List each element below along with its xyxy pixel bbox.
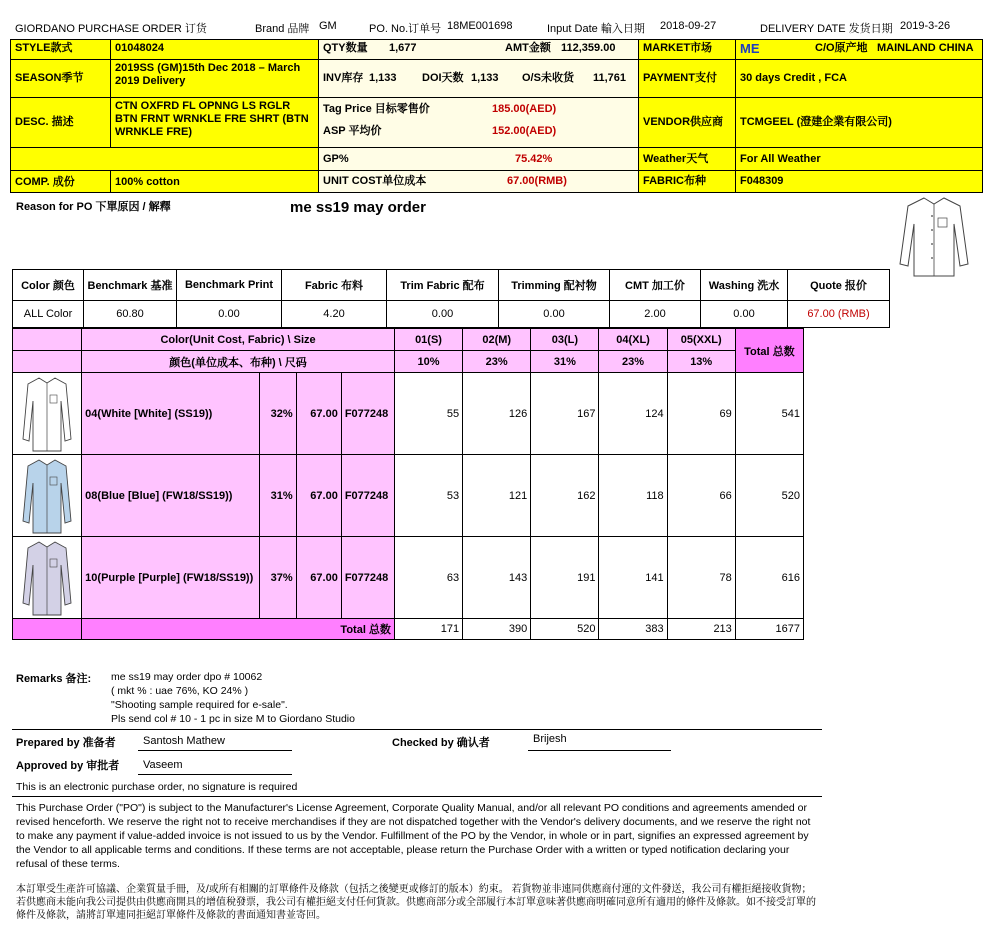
delivery-date-value: 2019-3-26 — [900, 20, 951, 32]
season-value: 2019SS (GM)15th Dec 2018 – March 2019 Delivery — [111, 60, 319, 98]
shirt-purple-icon — [22, 539, 72, 617]
total-s: 171 — [394, 619, 462, 640]
bench-header-benchmark-print: Benchmark Print — [177, 270, 282, 301]
brand-value: GM — [319, 20, 337, 32]
total-xl: 383 — [599, 619, 667, 640]
corner-cell — [13, 329, 82, 351]
qty-cell: 118 — [599, 455, 667, 537]
remark-line: Pls send col # 10 - 1 pc in size M to Giordano Studio — [111, 713, 355, 725]
doi-label: DOI天数 — [422, 72, 464, 84]
bench-value-benchmark: 60.80 — [84, 301, 177, 328]
qty-cell: 191 — [531, 537, 599, 619]
table-row — [13, 455, 804, 537]
color-unit-cost: 67.00 — [296, 373, 341, 455]
origin-label: C/O原产地 — [815, 42, 868, 54]
size-header-main: Color(Unit Cost, Fabric) \ Size — [82, 329, 395, 351]
market-value: ME — [740, 41, 760, 56]
remark-line: ( mkt % : uae 76%, KO 24% ) — [111, 685, 249, 697]
bench-value-benchmark-print: 0.00 — [177, 301, 282, 328]
po-info-grid — [10, 39, 983, 193]
bench-value-fabric: 4.20 — [282, 301, 387, 328]
price-cell — [319, 98, 639, 148]
unit-cost-value: 67.00(RMB) — [507, 175, 567, 187]
terms-english: This Purchase Order ("PO") is subject to the Manufacturer's License Agreement, Corporate Quality Manual, and/or all relevant PO conditions and agreements amended or revised henceforth. We reserve the right not to receive merchandises if they are not dispatched together with the Vendor's delivery documents, and we reserve the right not to make any payment if value-added invoice is not issued to us by the Vendor. Fulfillment of the PO by the Vendor, in whole or in part, signifies an expressed agreement by the Vendor to all applicable terms and conditions. If these terms are not acceptable, please return the Purchase Order with a written or typed notification declaring your refusal of these terms. — [16, 802, 811, 870]
reason-text: me ss19 may order — [290, 199, 426, 216]
market-origin-cell — [736, 40, 983, 60]
delivery-date-label: DELIVERY DATE 发货日期 — [760, 23, 893, 35]
remark-line: me ss19 may order dpo # 10062 — [111, 671, 263, 683]
shirt-thumb-cell — [13, 537, 82, 619]
remarks-block — [111, 670, 355, 726]
total-m: 390 — [463, 619, 531, 640]
size-pct-xxl: 13% — [667, 351, 735, 373]
fabric-label: FABRIC布种 — [639, 171, 736, 193]
size-header-row — [13, 329, 804, 351]
total-xxl: 213 — [667, 619, 735, 640]
checked-label: Checked by 确认者 — [392, 737, 490, 749]
weather-value: For All Weather — [736, 148, 983, 171]
total-header: Total 总数 — [735, 329, 803, 373]
benchmark-header-row — [13, 270, 890, 301]
size-label-l: 03(L) — [531, 329, 599, 351]
electronic-note: This is an electronic purchase order, no signature is required — [16, 781, 298, 793]
bench-header-trim-fabric: Trim Fabric 配布 — [387, 270, 499, 301]
inv-value: 1,133 — [369, 72, 397, 84]
bench-header-quote: Quote 报价 — [788, 270, 890, 301]
input-date-label: Input Date 輸入日期 — [547, 23, 645, 35]
gp-value: 75.42% — [515, 153, 553, 165]
payment-label: PAYMENT支付 — [639, 60, 736, 98]
style-label: STYLE款式 — [11, 40, 111, 60]
bench-header-cmt: CMT 加工价 — [610, 270, 701, 301]
os-value: 11,761 — [593, 72, 627, 84]
comp-value: 100% cotton — [111, 171, 319, 193]
market-label: MARKET市场 — [639, 40, 736, 60]
qty-cell: 55 — [394, 373, 462, 455]
size-pct-s: 10% — [394, 351, 462, 373]
row-total: 616 — [735, 537, 803, 619]
po-title: GIORDANO PURCHASE ORDER 订货 — [15, 23, 207, 35]
color-name: 10(Purple [Purple] (FW18/SS19)) — [82, 537, 259, 619]
color-pct: 32% — [259, 373, 296, 455]
total-l: 520 — [531, 619, 599, 640]
size-label-m: 02(M) — [463, 329, 531, 351]
prepared-value: Santosh Mathew — [143, 735, 225, 747]
approved-value: Vaseem — [143, 759, 183, 771]
qty-cell: 69 — [667, 373, 735, 455]
inventory-cell — [319, 60, 639, 98]
divider — [12, 796, 822, 797]
asp-label: ASP 平均价 — [323, 125, 382, 137]
terms-chinese: 本訂單受生產許可協議、企業質量手冊，及/或所有相關的訂單條件及條款（包括之後變更或修訂的版本）約束。 若貨物並非連同供應商付運的文件發送，我公司有權拒絕接收貨物；若供應商未能向我公司提供由供應商開具的增值稅發票，我公司有權拒絕支付任何貨款。供應商部分或全部履行本訂單意味著供應商明確同意所有適用的條件及條款。如不接受訂單的條件及條款，請將訂單連同拒絕訂單條件及條款的書面通知書並寄回。 — [16, 884, 816, 921]
qty-cell: 126 — [463, 373, 531, 455]
bench-header-trimming: Trimming 配衬物 — [499, 270, 610, 301]
grand-total: 1677 — [735, 619, 803, 640]
desc-value: CTN OXFRD FL OPNNG LS RGLR BTN FRNT WRNKLE FRE SHRT (BTN WRNKLE FRE) — [111, 98, 319, 148]
color-name: 08(Blue [Blue] (FW18/SS19)) — [82, 455, 259, 537]
corner-cell-2 — [13, 351, 82, 373]
qty-label: QTY数量 — [323, 42, 368, 54]
prepared-label: Prepared by 准备者 — [16, 737, 116, 749]
color-name: 04(White [White] (SS19)) — [82, 373, 259, 455]
po-number-value: 18ME001698 — [447, 20, 513, 32]
asp-value: 152.00(AED) — [492, 125, 557, 137]
size-label-xl: 04(XL) — [599, 329, 667, 351]
approved-underline — [138, 774, 292, 775]
qty-cell: 53 — [394, 455, 462, 537]
bench-value-color: ALL Color — [13, 301, 84, 328]
input-date-value: 2018-09-27 — [660, 20, 717, 32]
size-label-s: 01(S) — [394, 329, 462, 351]
shirt-white-icon — [22, 375, 72, 453]
qty-cell: 124 — [599, 373, 667, 455]
weather-label: Weather天气 — [639, 148, 736, 171]
size-header-zh: 颜色(单位成本、布种) \ 尺码 — [82, 351, 395, 373]
season-label: SEASON季节 — [11, 60, 111, 98]
bench-header-washing: Washing 洗水 — [701, 270, 788, 301]
bench-value-washing: 0.00 — [701, 301, 788, 328]
color-fabric: F077248 — [341, 455, 394, 537]
size-pct-l: 31% — [531, 351, 599, 373]
gp-label: GP% — [323, 153, 349, 165]
bench-value-trimming: 0.00 — [499, 301, 610, 328]
qty-cell: 121 — [463, 455, 531, 537]
vendor-label: VENDOR供应商 — [639, 98, 736, 148]
shirt-blue-icon — [22, 457, 72, 535]
desc-label: DESC. 描述 — [11, 98, 111, 148]
size-pct-xl: 23% — [599, 351, 667, 373]
table-row — [13, 373, 804, 455]
size-label-xxl: 05(XXL) — [667, 329, 735, 351]
os-label: O/S未收货 — [522, 72, 574, 84]
qty-amt-cell — [319, 40, 639, 60]
tag-price-value: 185.00(AED) — [492, 103, 557, 115]
qty-cell: 63 — [394, 537, 462, 619]
approved-label: Approved by 审批者 — [16, 760, 120, 772]
shirt-thumb-cell — [13, 373, 82, 455]
origin-value: MAINLAND CHINA — [877, 42, 974, 54]
inv-label: INV库存 — [323, 72, 364, 84]
qty-cell: 143 — [463, 537, 531, 619]
shirt-thumb-cell — [13, 455, 82, 537]
bench-value-cmt: 2.00 — [610, 301, 701, 328]
color-fabric: F077248 — [341, 537, 394, 619]
benchmark-table — [12, 269, 890, 328]
bench-header-color: Color 颜色 — [13, 270, 84, 301]
color-pct: 37% — [259, 537, 296, 619]
qty-value: 1,677 — [389, 42, 417, 54]
color-fabric: F077248 — [341, 373, 394, 455]
gp-cell — [319, 148, 639, 171]
row-total: 541 — [735, 373, 803, 455]
style-value: 01048024 — [111, 40, 319, 60]
remarks-label: Remarks 备注: — [16, 673, 92, 685]
divider — [12, 729, 822, 730]
checked-value: Brijesh — [533, 733, 567, 745]
bench-header-fabric: Fabric 布料 — [282, 270, 387, 301]
totals-corner — [13, 619, 82, 640]
payment-value: 30 days Credit , FCA — [736, 60, 983, 98]
row-total: 520 — [735, 455, 803, 537]
qty-cell: 78 — [667, 537, 735, 619]
qty-cell: 167 — [531, 373, 599, 455]
tag-price-label: Tag Price 目标零售价 — [323, 103, 430, 115]
bench-header-benchmark: Benchmark 基准 — [84, 270, 177, 301]
size-pct-row — [13, 351, 804, 373]
po-number-label: PO. No.订单号 — [369, 23, 442, 35]
color-pct: 31% — [259, 455, 296, 537]
color-unit-cost: 67.00 — [296, 537, 341, 619]
totals-row — [13, 619, 804, 640]
bench-value-trim-fabric: 0.00 — [387, 301, 499, 328]
amt-label: AMT金额 — [505, 42, 551, 54]
qty-cell: 141 — [599, 537, 667, 619]
checked-underline — [528, 750, 671, 751]
benchmark-values-row — [13, 301, 890, 328]
unit-cost-label: UNIT COST单位成本 — [323, 175, 427, 187]
vendor-value: TCMGEEL (澄建企業有限公司) — [736, 98, 983, 148]
unit-cost-cell — [319, 171, 639, 193]
brand-label: Brand 品牌 — [255, 23, 310, 35]
totals-label: Total 总数 — [82, 619, 395, 640]
qty-cell: 66 — [667, 455, 735, 537]
table-row — [13, 537, 804, 619]
qty-cell: 162 — [531, 455, 599, 537]
prepared-underline — [138, 750, 292, 751]
color-unit-cost: 67.00 — [296, 455, 341, 537]
size-pct-m: 23% — [463, 351, 531, 373]
fabric-value: F048309 — [736, 171, 983, 193]
comp-label: COMP. 成份 — [11, 171, 111, 193]
reason-label: Reason for PO 下單原因 / 解釋 — [16, 201, 171, 213]
remark-line: "Shooting sample required for e-sale". — [111, 699, 288, 711]
blank-cell — [11, 148, 319, 171]
size-quantity-table — [12, 328, 804, 640]
amt-value: 112,359.00 — [561, 42, 616, 54]
doi-value: 1,133 — [471, 72, 499, 84]
shirt-sketch-icon — [898, 194, 970, 278]
bench-value-quote: 67.00 (RMB) — [788, 301, 890, 328]
